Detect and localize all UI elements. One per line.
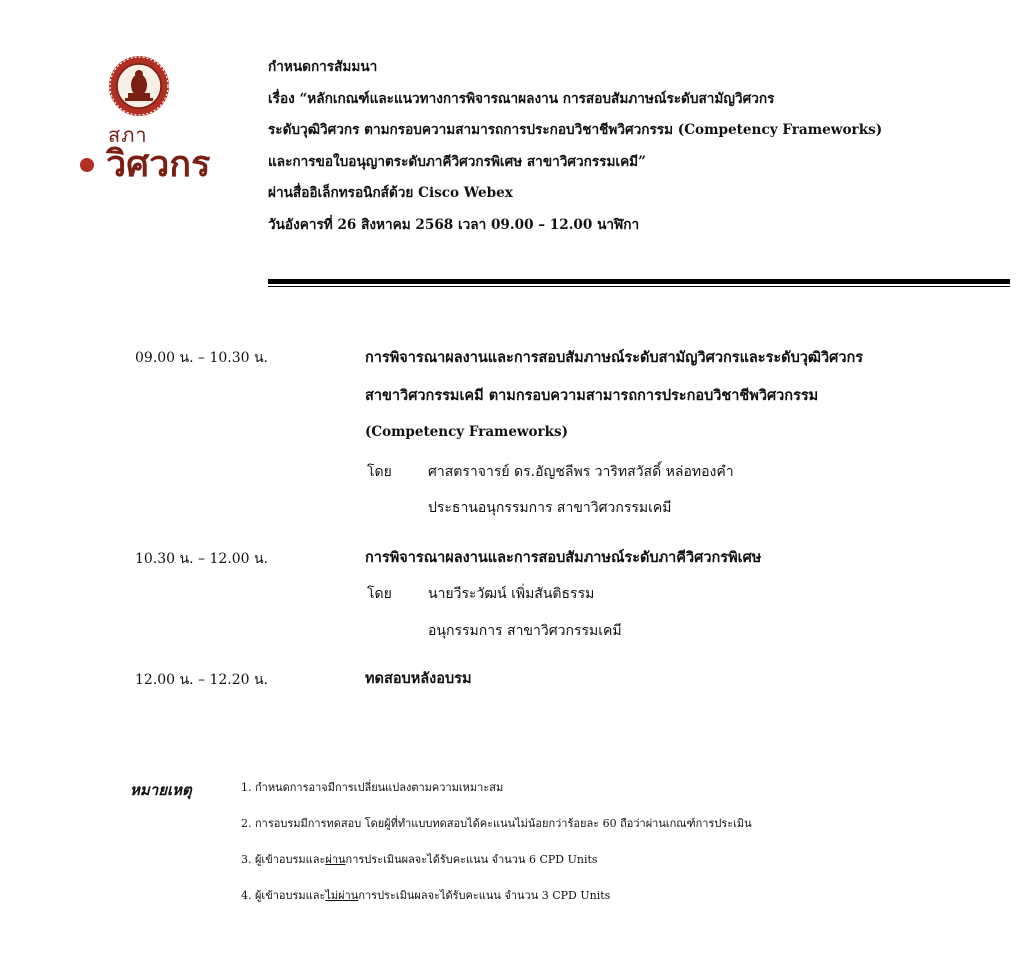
- note-4-text-b: การประเมินผลจะได้รับคะแนน จำนวน 3 CPD Units: [358, 889, 611, 902]
- schedule-1-title-line-3: (Competency Frameworks): [365, 424, 569, 440]
- schedule-1-title-line-1: การพิจารณาผลงานและการสอบสัมภาษณ์ระดับสามัญวิศวกรและระดับวุฒิวิศวกร: [365, 349, 864, 366]
- logo-small-text: สภา: [108, 123, 148, 147]
- note-4-text-a: 4. ผู้เข้าอบรมและ: [241, 889, 326, 902]
- logo-dot-icon: [80, 158, 94, 172]
- document-header: [268, 52, 1013, 241]
- header-line-5: ผ่านสื่ออิเล็กทรอนิกส์ด้วย Cisco Webex: [268, 185, 513, 201]
- council-logo: [80, 55, 250, 195]
- schedule-3-title: ทดสอบหลังอบรม: [365, 670, 472, 687]
- note-3-underlined: ผ่าน: [325, 853, 346, 866]
- schedule-1-by-label: โดย: [367, 464, 392, 480]
- header-line-3: ระดับวุฒิวิศวกร ตามกรอบความสามารถการประกอบวิชาชีพวิศวกรรม (Competency Frameworks): [268, 122, 883, 138]
- logo-wordmark: [80, 144, 211, 185]
- schedule-3-time: 12.00 น. – 12.20 น.: [135, 672, 268, 688]
- logo-big-text: วิศวกร: [106, 144, 211, 185]
- schedule-2-time: 10.30 น. – 12.00 น.: [135, 551, 268, 567]
- note-4: [241, 886, 610, 904]
- schedule-2-speaker-role: อนุกรรมการ สาขาวิศวกรรมเคมี: [428, 623, 622, 639]
- schedule-1-speaker-role: ประธานอนุกรรมการ สาขาวิศวกรรมเคมี: [428, 500, 672, 516]
- schedule-2-speaker: นายวีระวัฒน์ เพิ่มสันติธรรม: [428, 586, 595, 602]
- header-line-6: วันอังคารที่ 26 สิงหาคม 2568 เวลา 09.00 – 12.00 นาฬิกา: [268, 216, 640, 233]
- notes-label: หมายเหตุ: [130, 781, 192, 799]
- schedule-2-by-label: โดย: [367, 586, 392, 602]
- header-rule-thick: [268, 279, 1010, 284]
- header-line-1: กำหนดการสัมมนา: [268, 59, 378, 75]
- header-line-2: เรื่อง “หลักเกณฑ์และแนวทางการพิจารณาผลงาน การสอบสัมภาษณ์ระดับสามัญวิศวกร: [268, 90, 775, 107]
- council-seal-icon: [108, 55, 170, 117]
- schedule-1-title-line-2: สาขาวิศวกรรมเคมี ตามกรอบความสามารถการประกอบวิชาชีพวิศวกรรม: [365, 387, 819, 404]
- note-4-underlined: ไม่ผ่าน: [325, 889, 359, 902]
- header-line-4: และการขอใบอนุญาตระดับภาคีวิศวกรพิเศษ สาขาวิศวกรรมเคมี”: [268, 153, 646, 170]
- note-3: [241, 850, 598, 868]
- note-3-text-b: การประเมินผลจะได้รับคะแนน จำนวน 6 CPD Units: [345, 853, 598, 866]
- schedule-2-title: การพิจารณาผลงานและการสอบสัมภาษณ์ระดับภาคีวิศวกรพิเศษ: [365, 549, 762, 566]
- note-1: 1. กำหนดการอาจมีการเปลี่ยนแปลงตามความเหมาะสม: [241, 781, 504, 794]
- schedule-1-time: 09.00 น. – 10.30 น.: [135, 350, 268, 366]
- header-rule-thin: [268, 286, 1010, 287]
- note-2: 2. การอบรมมีการทดสอบ โดยผู้ที่ทำแบบทดสอบได้คะแนนไม่น้อยกว่าร้อยละ 60 ถือว่าผ่านเกณฑ์การประเมิน: [241, 817, 752, 830]
- note-3-text-a: 3. ผู้เข้าอบรมและ: [241, 853, 326, 866]
- schedule-1-speaker: ศาสตราจารย์ ดร.อัญชลีพร วาริทสวัสดิ์ หล่อทองคำ: [428, 464, 734, 480]
